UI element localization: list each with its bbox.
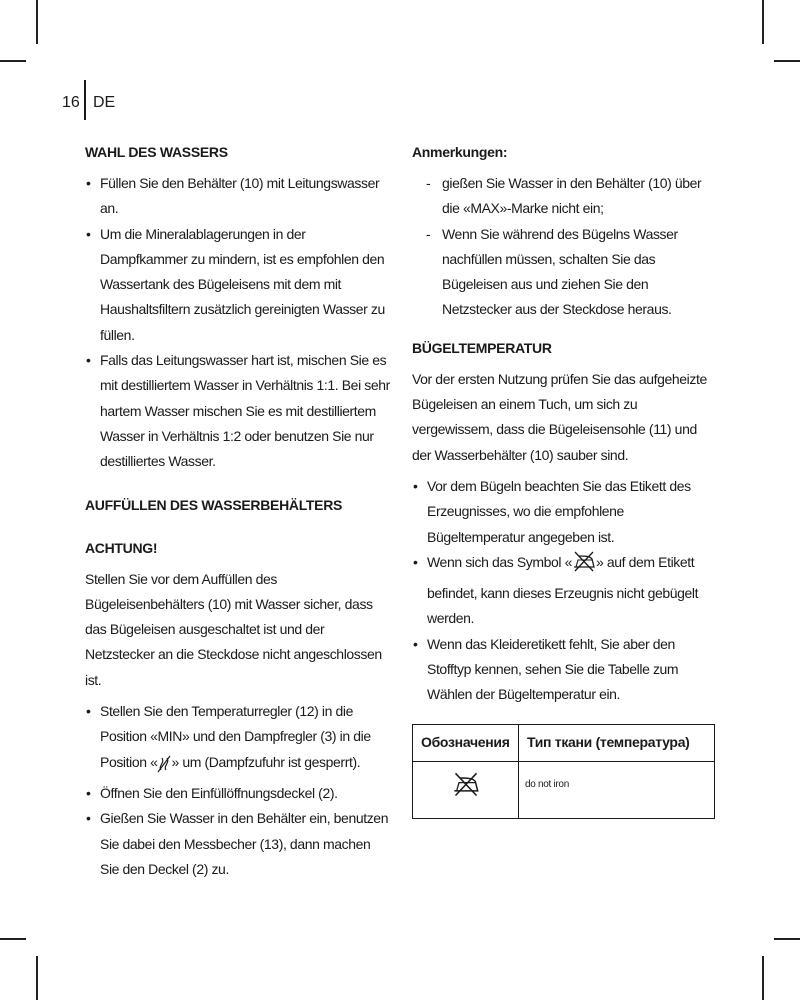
crop-mark xyxy=(762,0,764,44)
list-item: • Füllen Sie den Behälter (10) mit Leitungswasser an. xyxy=(85,171,391,222)
table-row xyxy=(413,761,715,818)
warning-title: ACHTUNG! xyxy=(85,539,158,556)
water-choice-list xyxy=(85,171,391,475)
crop-mark xyxy=(0,60,26,62)
list-item: • Wenn das Kleideretikett fehlt, Sie aber den Stofftyp kennen, sehen Sie die Tabelle zum Wählen der Bügeltemperatur ein. xyxy=(412,632,715,708)
crop-mark xyxy=(0,938,26,940)
list-item: • Gießen Sie Wasser in den Behälter ein, benutzen Sie dabei den Messbecher (13), dann machen Sie den Deckel (2) zu. xyxy=(85,806,391,882)
table-cell-description: do not iron xyxy=(519,761,715,818)
table-header-symbols: Обозначения xyxy=(413,724,519,761)
list-item: - gießen Sie Wasser in den Behälter (10) über die «MAX»-Marke nicht ein; xyxy=(426,175,702,217)
notes-title: Anmerkungen: xyxy=(412,144,508,160)
fill-tank-list xyxy=(85,699,391,882)
do-not-iron-icon xyxy=(572,551,596,581)
do-not-iron-icon xyxy=(452,785,480,801)
ironing-temperature-text: Vor der ersten Nutzung prüfen Sie das aufgeheizte Bügeleisen an einem Tuch, um sich zu vergewissem, dass die Bügeleisensohle (11) und der Wasserbehälter (10) sauber sind. xyxy=(412,370,707,463)
crop-mark xyxy=(36,0,38,44)
list-item: • Stellen Sie den Temperaturregler (12) in die Position «MIN» und den Dampfregler (3) in die Position « » um (Dampfzufuhr ist gesperrt). xyxy=(85,699,391,781)
warning-text: Stellen Sie vor dem Auffüllen des Bügeleisenbehälters (10) mit Wasser sicher, dass das Bügeleisen ausgeschaltet ist und der Netzstecker an die Steckdose nicht angeschlossen ist. xyxy=(85,570,382,688)
list-item: • Wenn sich das Symbol « » auf dem Etikett befindet, kann dieses Erzeugnis nicht gebügelt werden. xyxy=(412,550,715,632)
section-title-ironing-temperature: BÜGELTEMPERATUR xyxy=(412,339,552,356)
crop-mark xyxy=(774,938,800,940)
list-item: • Um die Mineralablagerungen in der Dampfkammer zu mindern, ist es empfohlen den Wassertank des Bügeleisens mit dem mit Haushaltsfiltern zusätzlich gereinigten Wasser zu füllen. xyxy=(85,222,391,348)
ironing-symbols-table xyxy=(412,724,715,819)
table-header-fabric-type: Тип ткани (температура) xyxy=(519,724,715,761)
crop-mark xyxy=(762,956,764,1000)
crop-mark xyxy=(36,956,38,1000)
notes-list xyxy=(412,171,715,323)
right-column xyxy=(412,140,715,819)
left-column xyxy=(85,140,391,882)
list-item: - Wenn Sie während des Bügelns Wasser nachfüllen müssen, schalten Sie das Bügeleisen aus und ziehen Sie den Netzstecker aus der Steckdose heraus. xyxy=(426,225,678,318)
section-title-fill-tank: AUFFÜLLEN DES WASSERBEHÄLTERS xyxy=(85,496,343,513)
section-title-water-choice: WAHL DES WASSERS xyxy=(85,144,228,160)
list-item: • Öffnen Sie den Einfüllöffnungsdeckel (2). xyxy=(85,781,391,806)
language-code: DE xyxy=(93,94,116,111)
page-number-divider xyxy=(84,80,86,120)
list-item: • Vor dem Bügeln beachten Sie das Etikett des Erzeugnisses, wo die empfohlene Bügeltemperatur angegeben ist. xyxy=(412,474,715,550)
list-item: • Falls das Leitungswasser hart ist, mischen Sie es mit destilliertem Wasser in Verhältnis 1:1. Bei sehr hartem Wasser mischen Sie es mit destilliertem Wasser in Verhältnis 1:2 oder benutzen Sie nur destilliertes Wasser. xyxy=(85,348,391,474)
table-cell-symbol xyxy=(413,761,519,818)
crop-mark xyxy=(774,60,800,62)
steam-off-icon xyxy=(157,755,171,781)
ironing-temperature-list xyxy=(412,474,715,708)
page-number: 16 xyxy=(62,94,80,111)
